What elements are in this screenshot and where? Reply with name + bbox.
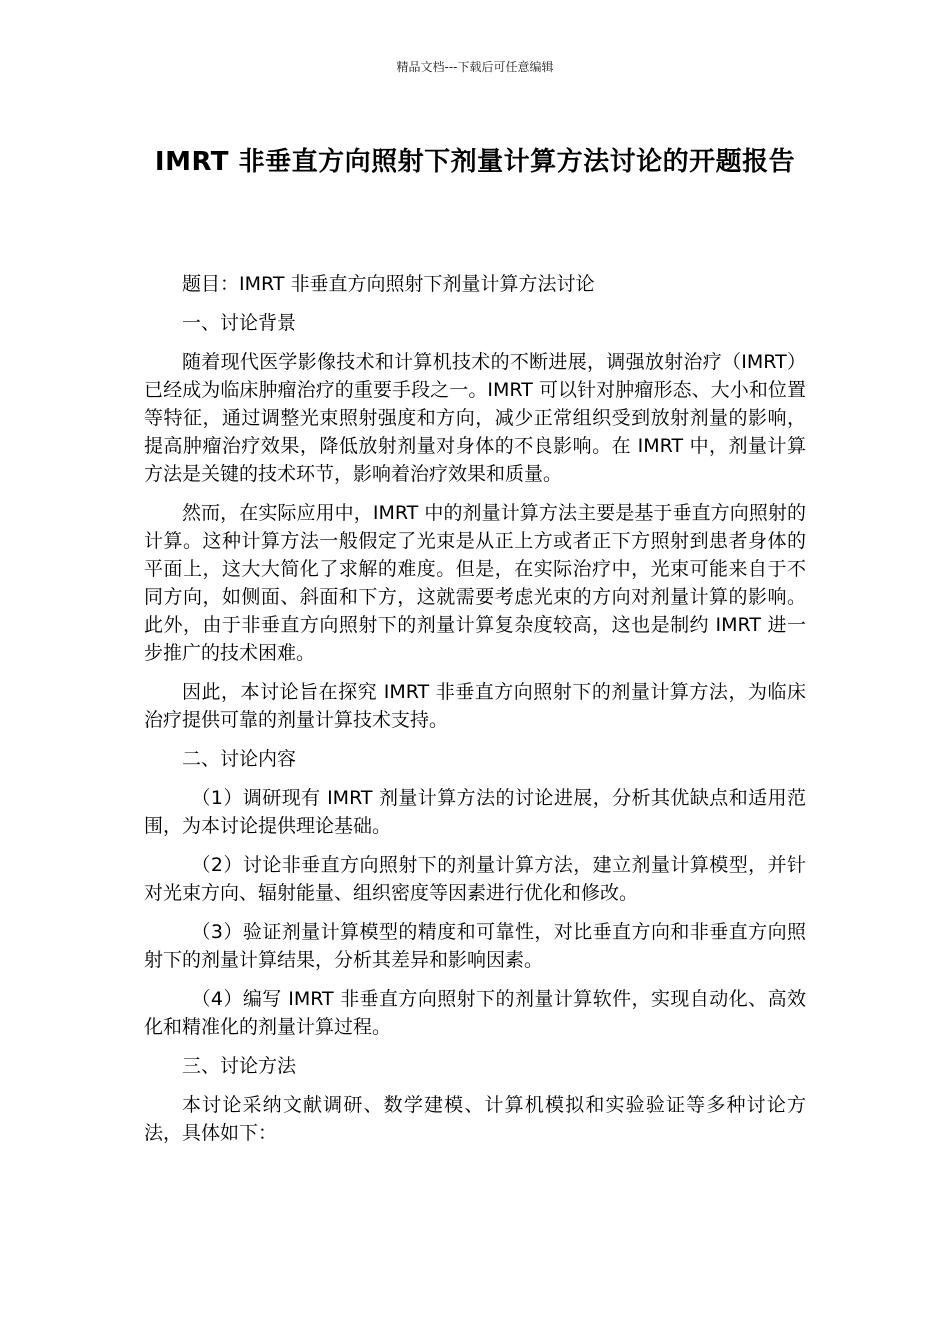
content-item-4: （4）编写 IMRT 非垂直方向照射下的剂量计算软件，实现自动化、高效化和精准化的剂量计算过程。 — [144, 988, 806, 1038]
page-header-note: 精品文档---下载后可任意编辑 — [396, 60, 554, 74]
content-item-2: （2）讨论非垂直方向照射下的剂量计算方法，建立剂量计算模型，并针对光束方向、辐射能量、组织密度等因素进行优化和修改。 — [144, 854, 806, 904]
document-body — [144, 270, 806, 1158]
paragraph-background-1: 随着现代医学影像技术和计算机技术的不断进展，调强放射治疗（IMRT）已经成为临床肿瘤治疗的重要手段之一。IMRT 可以针对肿瘤形态、大小和位置等特征，通过调整光束照射强度和方向，减少正常组织受到放射剂量的影响，提高肿瘤治疗效果，降低放射剂量对身体的不良影响。在 IMRT 中，剂量计算方法是关键的技术环节，影响着治疗效果和质量。 — [144, 351, 806, 485]
paragraph-background-2: 然而，在实际应用中，IMRT 中的剂量计算方法主要是基于垂直方向照射的计算。这种计算方法一般假定了光束是从正上方或者正下方照射到患者身体的平面上，这大大简化了求解的难度。但是，在实际治疗中，光束可能来自于不同方向，如侧面、斜面和下方，这就需要考虑光束的方向对剂量计算的影响。此外，由于非垂直方向照射下的剂量计算复杂度较高，这也是制约 IMRT 进一步推广的技术困难。 — [144, 502, 806, 664]
section-heading-background: 一、讨论背景 — [182, 312, 297, 334]
section-heading-content: 二、讨论内容 — [182, 748, 297, 770]
document-title: IMRT 非垂直方向照射下剂量计算方法讨论的开题报告 — [154, 147, 796, 177]
paragraph-background-3: 因此，本讨论旨在探究 IMRT 非垂直方向照射下的剂量计算方法，为临床治疗提供可靠的剂量计算技术支持。 — [144, 681, 806, 731]
content-item-1: （1）调研现有 IMRT 剂量计算方法的讨论进展，分析其优缺点和适用范围，为本讨论提供理论基础。 — [144, 787, 806, 837]
paragraph-method-intro: 本讨论采纳文献调研、数学建模、计算机模拟和实验验证等多种讨论方法，具体如下： — [144, 1094, 806, 1144]
content-item-3: （3）验证剂量计算模型的精度和可靠性，对比垂直方向和非垂直方向照射下的剂量计算结果，分析其差异和影响因素。 — [144, 921, 806, 971]
paragraph-topic: 题目：IMRT 非垂直方向照射下剂量计算方法讨论 — [182, 273, 595, 295]
section-heading-method: 三、讨论方法 — [182, 1055, 297, 1077]
